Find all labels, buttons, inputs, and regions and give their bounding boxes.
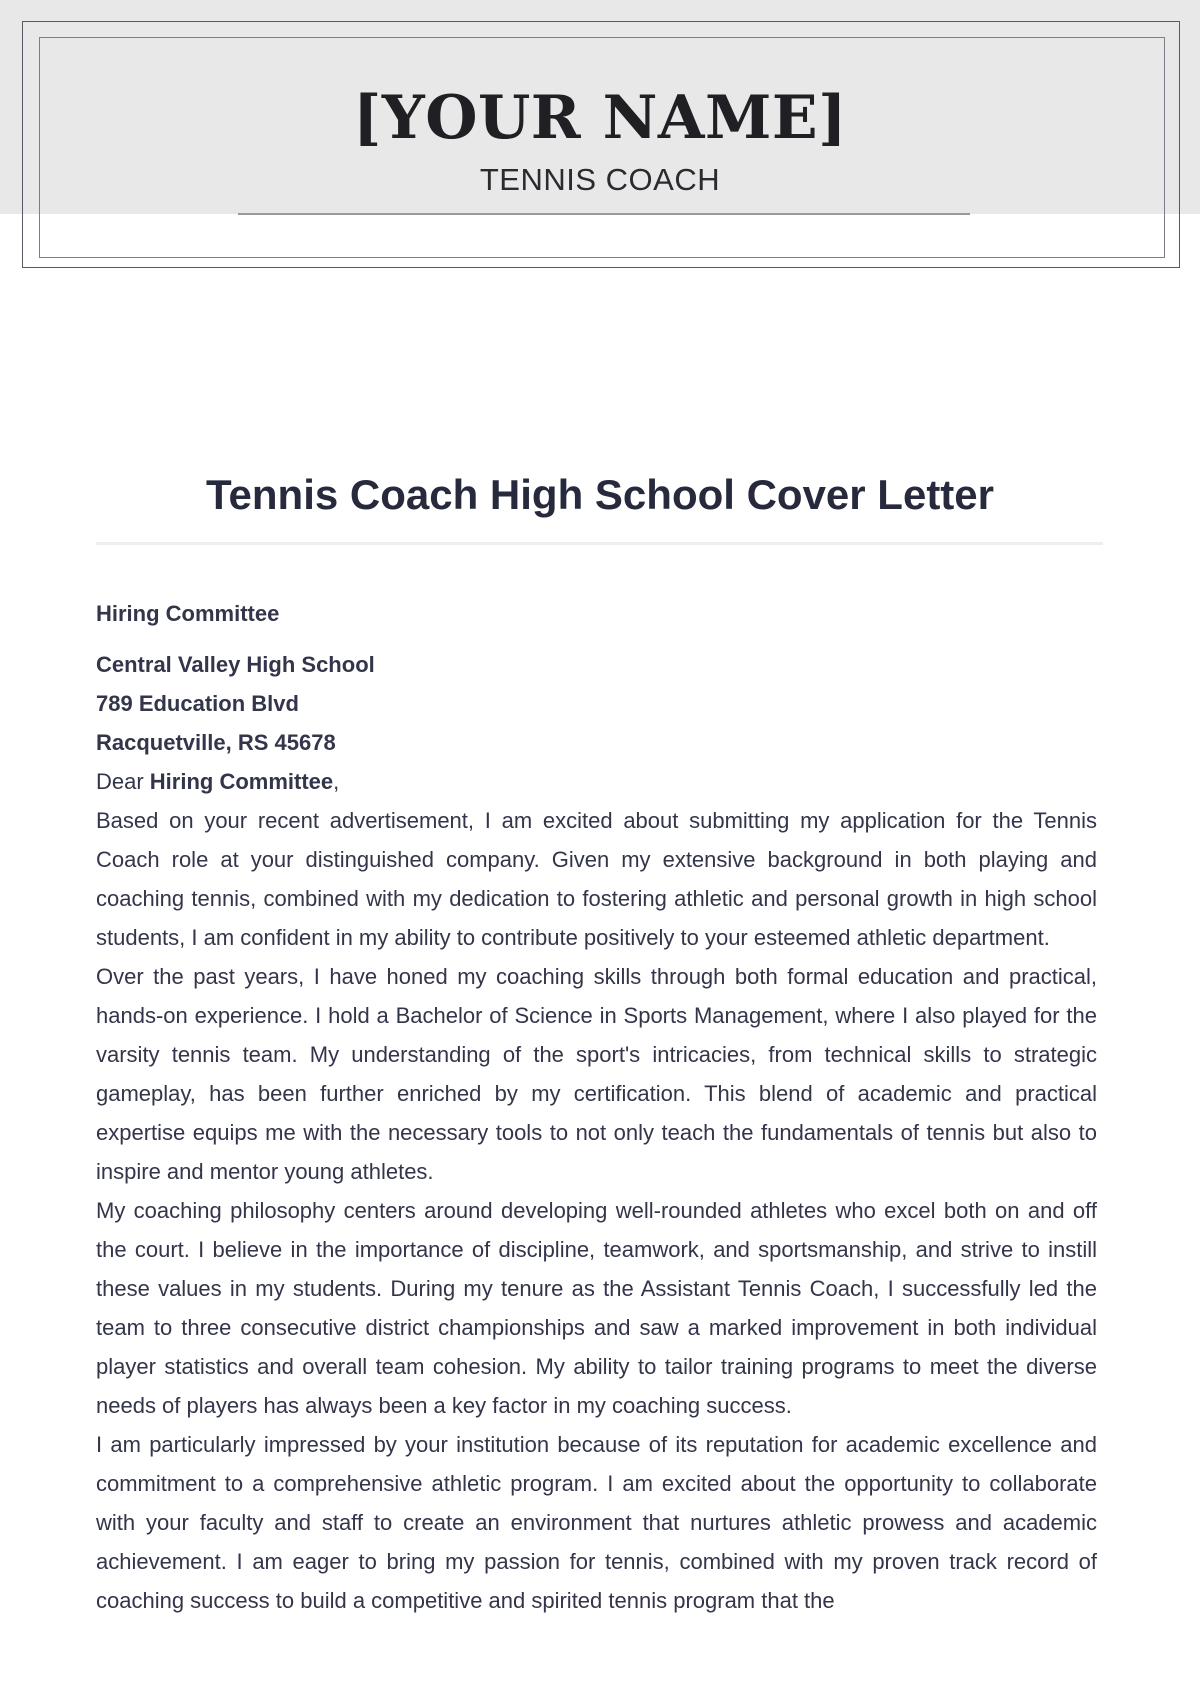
applicant-role: TENNIS COACH [479,162,721,197]
body-paragraph: Over the past years, I have honed my coaching skills through both formal education and practical, hands-on experience. I hold a Bachelor of Science in Sports Management, where I also played for the varsity tennis team. My understanding of the sport's intricacies, from technical skills to strategic gameplay, has been further enriched by my certification. This blend of academic and practical expertise equips me with the necessary tools to not only teach the fundamentals of tennis but also to inspire and mentor young athletes. [96,964,1097,1184]
salutation [96,762,1097,801]
body-paragraph: Based on your recent advertisement, I am excited about submitting my application for the Tennis Coach role at your distinguished company. Given my extensive background in both playing and coaching tennis, combined with my dedication to fostering athletic and personal growth in high school students, I am confident in my ability to contribute positively to your esteemed athletic department. [96,808,1097,950]
recipient-street: 789 Education Blvd [96,691,299,716]
salutation-name: Hiring Committee [149,769,334,794]
applicant-name: [YOUR NAME] [353,83,847,153]
recipient-line: Hiring Committee [96,601,280,626]
body-paragraph: My coaching philosophy centers around developing well-rounded athletes who excel both on and off the court. I believe in the importance of discipline, teamwork, and sportsmanship, and strive to instill these values in my students. During my tenure as the Assistant Tennis Coach, I successfully led the team to three consecutive district championships and saw a marked improvement in both individual player statistics and overall team cohesion. My ability to tailor training programs to meet the diverse needs of players has always been a key factor in my coaching success. [96,1198,1097,1418]
salutation-punct: , [333,769,340,794]
header-divider [238,213,970,215]
document-title: Tennis Coach High School Cover Letter [206,471,994,519]
salutation-greeting: Dear [96,769,150,794]
recipient-city: Racquetville, RS 45678 [96,730,336,755]
body-paragraph: I am particularly impressed by your institution because of its reputation for academic excellence and commitment to a comprehensive athletic program. I am excited about the opportunity to collaborate with your faculty and staff to create an environment that nurtures athletic prowess and academic achievement. I am eager to bring my passion for tennis, combined with my proven track record of coaching success to build a competitive and spirited tennis program that the [96,1432,1097,1613]
recipient-school: Central Valley High School [96,652,375,677]
letter-body [96,594,1097,1620]
title-divider [96,542,1103,545]
